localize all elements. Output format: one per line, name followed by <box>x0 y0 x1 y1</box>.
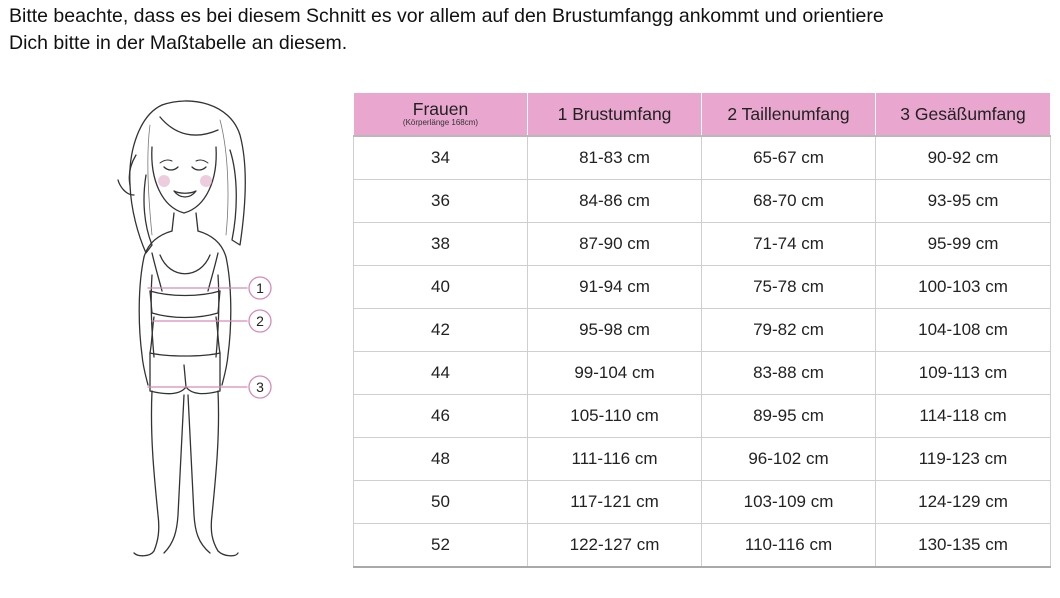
intro-text <box>9 3 1054 57</box>
bust-cell: 111-116 cm <box>528 438 702 481</box>
hip-cell: 124-129 cm <box>876 481 1051 524</box>
hip-cell: 130-135 cm <box>876 524 1051 568</box>
waist-cell: 89-95 cm <box>702 395 876 438</box>
hip-cell: 93-95 cm <box>876 180 1051 223</box>
waist-cell: 65-67 cm <box>702 136 876 180</box>
hip-cell: 119-123 cm <box>876 438 1051 481</box>
header-size <box>354 93 528 137</box>
waist-cell: 110-116 cm <box>702 524 876 568</box>
waist-cell: 71-74 cm <box>702 223 876 266</box>
hip-cell: 104-108 cm <box>876 309 1051 352</box>
hip-cell: 100-103 cm <box>876 266 1051 309</box>
bust-cell: 95-98 cm <box>528 309 702 352</box>
size-cell: 46 <box>354 395 528 438</box>
size-cell: 38 <box>354 223 528 266</box>
size-chart-table <box>353 92 1051 568</box>
size-cell: 40 <box>354 266 528 309</box>
body-measurement-illustration <box>100 95 290 565</box>
size-cell: 50 <box>354 481 528 524</box>
header-size-label: Frauen <box>412 98 469 119</box>
header-waist: 2 Taillenumfang <box>702 93 876 137</box>
hip-cell: 109-113 cm <box>876 352 1051 395</box>
header-bust: 1 Brustumfang <box>528 93 702 137</box>
table-row <box>354 524 1051 568</box>
size-cell: 52 <box>354 524 528 568</box>
bust-cell: 105-110 cm <box>528 395 702 438</box>
waist-cell: 68-70 cm <box>702 180 876 223</box>
table-row <box>354 309 1051 352</box>
hip-cell: 90-92 cm <box>876 136 1051 180</box>
header-hip: 3 Gesäßumfang <box>876 93 1051 137</box>
table-row <box>354 223 1051 266</box>
table-row <box>354 352 1051 395</box>
hip-cell: 114-118 cm <box>876 395 1051 438</box>
table-row <box>354 136 1051 180</box>
table-row <box>354 395 1051 438</box>
marker-3: 3 <box>256 379 264 395</box>
waist-cell: 83-88 cm <box>702 352 876 395</box>
marker-2: 2 <box>256 313 264 329</box>
size-cell: 42 <box>354 309 528 352</box>
bust-cell: 91-94 cm <box>528 266 702 309</box>
header-size-sublabel: (Körperlänge 168cm) <box>402 117 479 127</box>
table-row <box>354 481 1051 524</box>
bust-cell: 117-121 cm <box>528 481 702 524</box>
bust-cell: 99-104 cm <box>528 352 702 395</box>
bust-cell: 87-90 cm <box>528 223 702 266</box>
waist-cell: 79-82 cm <box>702 309 876 352</box>
table-row <box>354 266 1051 309</box>
size-cell: 34 <box>354 136 528 180</box>
waist-cell: 103-109 cm <box>702 481 876 524</box>
table-row <box>354 180 1051 223</box>
bust-cell: 122-127 cm <box>528 524 702 568</box>
woman-figure-drawing <box>100 95 290 565</box>
size-cell: 36 <box>354 180 528 223</box>
bust-cell: 84-86 cm <box>528 180 702 223</box>
waist-cell: 75-78 cm <box>702 266 876 309</box>
marker-1: 1 <box>256 280 264 296</box>
bust-cell: 81-83 cm <box>528 136 702 180</box>
table-header-row <box>354 93 1051 137</box>
intro-line-1: Bitte beachte, dass es bei diesem Schnitt es vor allem auf den Brustumfangg ankommt und orientiere <box>9 5 884 27</box>
hip-cell: 95-99 cm <box>876 223 1051 266</box>
waist-cell: 96-102 cm <box>702 438 876 481</box>
size-cell: 44 <box>354 352 528 395</box>
intro-line-2: Dich bitte in der Maßtabelle an diesem. <box>9 32 348 54</box>
table-row <box>354 438 1051 481</box>
size-cell: 48 <box>354 438 528 481</box>
